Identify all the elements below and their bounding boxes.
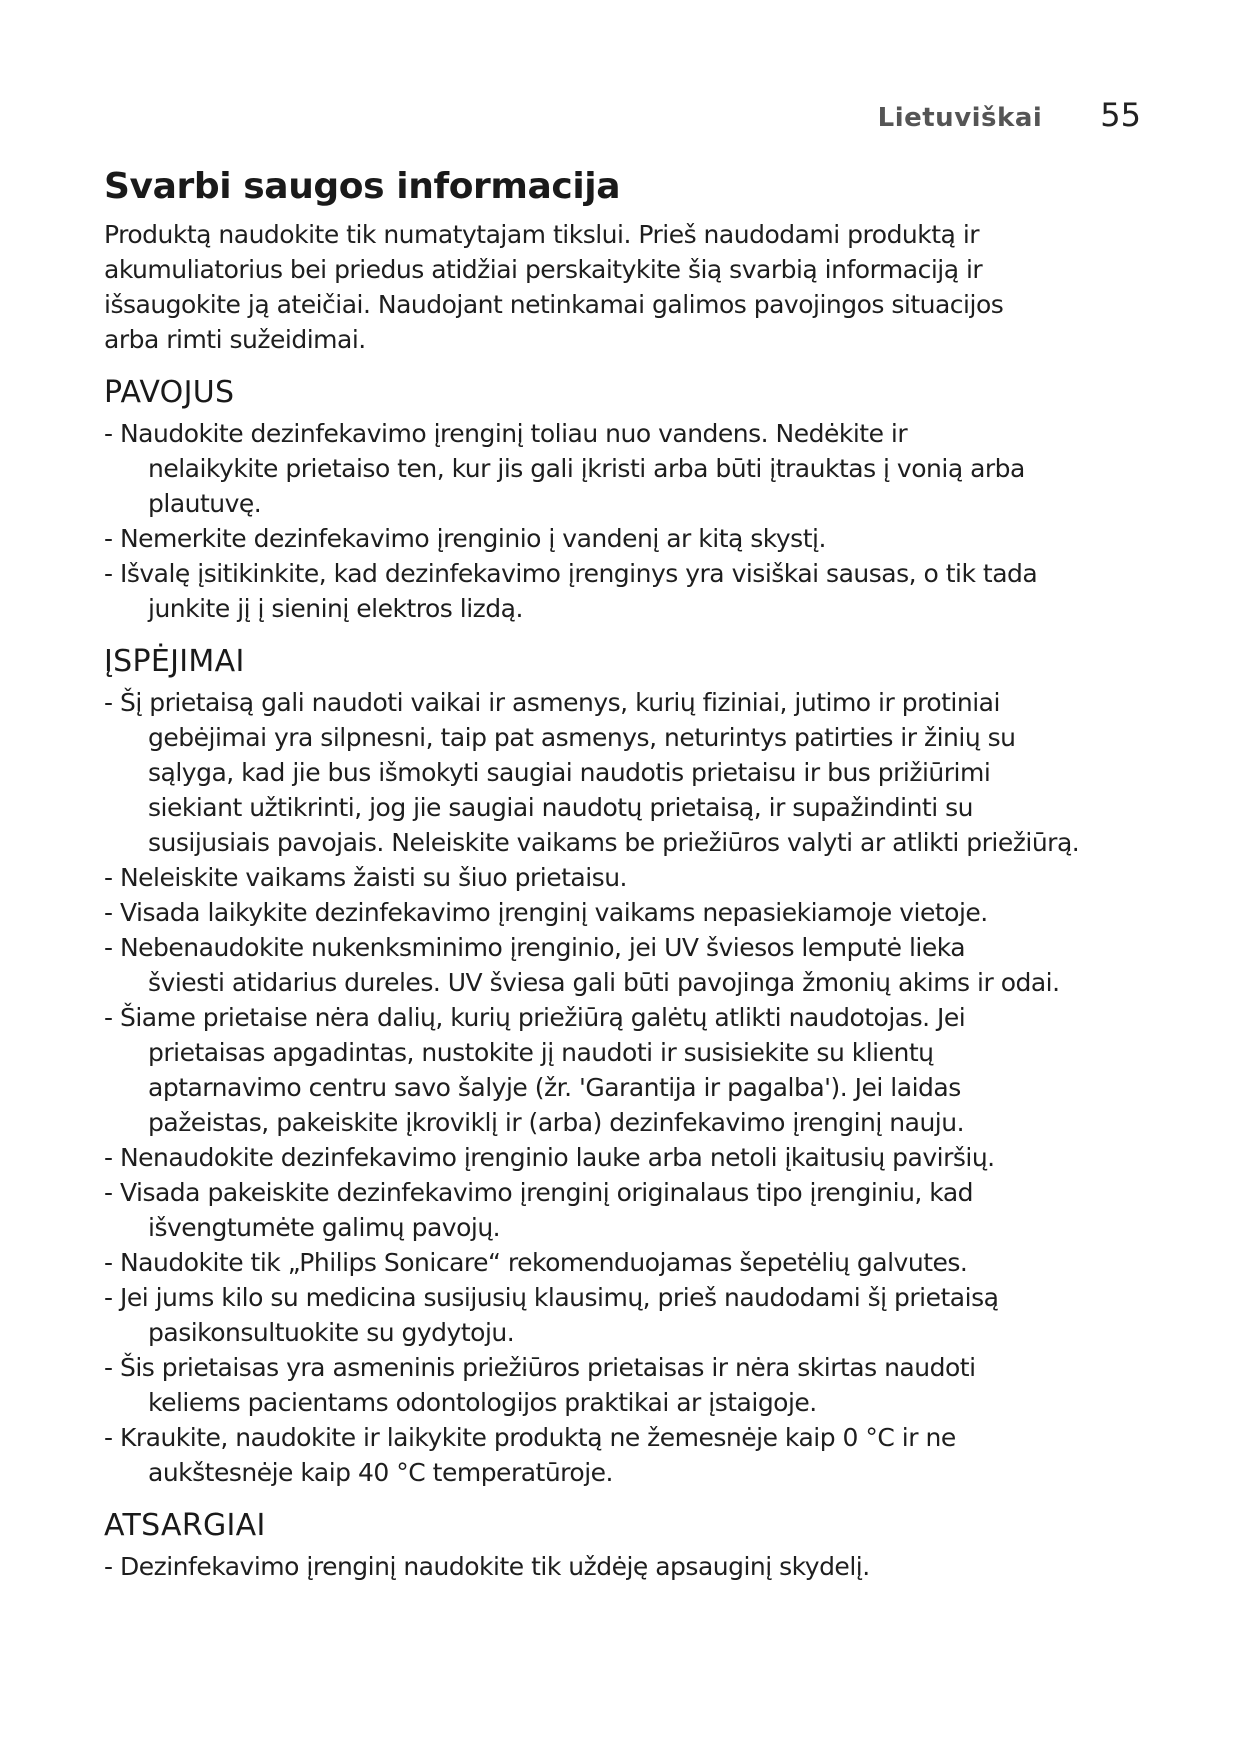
- intro-line: akumuliatorius bei priedus atidžiai perskaitykite šią svarbią informaciją ir: [104, 255, 983, 284]
- list-item: [104, 1245, 1164, 1280]
- list-item: [104, 416, 1164, 521]
- bullet-list: [104, 416, 1164, 626]
- list-item-line: junkite jį į sieninį elektros lizdą.: [148, 594, 523, 623]
- list-item-line: - Visada laikykite dezinfekavimo įrenginį vaikams nepasiekiamoje vietoje.: [104, 898, 988, 927]
- list-item: [104, 1549, 1164, 1584]
- list-item: [104, 930, 1164, 1000]
- list-item-line: sąlyga, kad jie bus išmokyti saugiai naudotis prietaisu ir bus prižiūrimi: [148, 758, 991, 787]
- list-item-line: siekiant užtikrinti, jog jie saugiai naudotų prietaisą, ir supažindinti su: [148, 793, 973, 822]
- list-item-line: - Nenaudokite dezinfekavimo įrenginio lauke arba netoli įkaitusių paviršių.: [104, 1143, 995, 1172]
- list-item-line: - Nemerkite dezinfekavimo įrenginio į vandenį ar kitą skystį.: [104, 524, 826, 553]
- section-heading: ATSARGIAI: [104, 1508, 266, 1543]
- list-item-line: - Šis prietaisas yra asmeninis priežiūros prietaisas ir nėra skirtas naudoti: [104, 1353, 976, 1382]
- bullet-list: [104, 685, 1164, 1490]
- list-item: [104, 860, 1164, 895]
- section-heading: ĮSPĖJIMAI: [104, 644, 245, 679]
- list-item-line: gebėjimai yra silpnesni, taip pat asmenys, neturintys patirties ir žinių su: [148, 723, 1016, 752]
- list-item-line: pasikonsultuokite su gydytoju.: [148, 1318, 515, 1347]
- list-item-line: - Šiame prietaise nėra dalių, kurių priežiūrą galėtų atlikti naudotojas. Jei: [104, 1003, 966, 1032]
- safety-sections: [104, 375, 1164, 1584]
- list-item-line: pažeistas, pakeiskite įkroviklį ir (arba) dezinfekavimo įrenginį nauju.: [148, 1108, 965, 1137]
- list-item: [104, 895, 1164, 930]
- list-item-line: nelaikykite prietaiso ten, kur jis gali įkristi arba būti įtrauktas į vonią arba: [148, 454, 1025, 483]
- list-item-line: - Jei jums kilo su medicina susijusių klausimų, prieš naudodami šį prietaisą: [104, 1283, 999, 1312]
- intro-paragraph: [104, 217, 1164, 357]
- list-item-line: - Visada pakeiskite dezinfekavimo įrenginį originalaus tipo įrenginiu, kad: [104, 1178, 974, 1207]
- list-item-line: keliems pacientams odontologijos praktikai ar įstaigoje.: [148, 1388, 817, 1417]
- bullet-list: [104, 1549, 1164, 1584]
- intro-line: išsaugokite ją ateičiai. Naudojant netinkamai galimos pavojingos situacijos: [104, 290, 1004, 319]
- list-item: [104, 1140, 1164, 1175]
- list-item-line: šviesti atidarius dureles. UV šviesa gali būti pavojinga žmonių akims ir odai.: [148, 968, 1060, 997]
- list-item-line: - Naudokite dezinfekavimo įrenginį toliau nuo vandens. Nedėkite ir: [104, 419, 908, 448]
- list-item-line: susijusiais pavojais. Neleiskite vaikams be priežiūros valyti ar atlikti priežiūrą.: [148, 828, 1080, 857]
- intro-line: Produktą naudokite tik numatytajam tikslui. Prieš naudodami produktą ir: [104, 220, 980, 249]
- list-item-line: - Išvalę įsitikinkite, kad dezinfekavimo įrenginys yra visiškai sausas, o tik tada: [104, 559, 1038, 588]
- list-item: [104, 1000, 1164, 1140]
- list-item: [104, 1280, 1164, 1350]
- list-item-line: - Kraukite, naudokite ir laikykite produktą ne žemesnėje kaip 0 °C ir ne: [104, 1423, 956, 1452]
- list-item-line: prietaisas apgadintas, nustokite jį naudoti ir susisiekite su klientų: [148, 1038, 934, 1067]
- list-item-line: - Neleiskite vaikams žaisti su šiuo prietaisu.: [104, 863, 627, 892]
- list-item: [104, 1175, 1164, 1245]
- list-item: [104, 1420, 1164, 1490]
- list-item: [104, 521, 1164, 556]
- list-item: [104, 556, 1164, 626]
- section-heading: PAVOJUS: [104, 375, 235, 410]
- language-label: Lietuviškai: [877, 103, 1043, 133]
- page-header: [878, 96, 1141, 134]
- list-item: [104, 685, 1164, 860]
- list-item: [104, 1350, 1164, 1420]
- list-item-line: plautuvę.: [148, 489, 262, 518]
- intro-line: arba rimti sužeidimai.: [104, 325, 366, 354]
- list-item-line: aptarnavimo centru savo šalyje (žr. 'Garantija ir pagalba'). Jei laidas: [148, 1073, 961, 1102]
- list-item-line: - Naudokite tik „Philips Sonicare“ rekomenduojamas šepetėlių galvutes.: [104, 1248, 968, 1277]
- page-number: 55: [1100, 96, 1141, 134]
- list-item-line: - Dezinfekavimo įrenginį naudokite tik uždėję apsauginį skydelį.: [104, 1552, 870, 1581]
- list-item-line: aukštesnėje kaip 40 °C temperatūroje.: [148, 1458, 613, 1487]
- page-title: Svarbi saugos informacija: [104, 166, 621, 207]
- list-item-line: - Nebenaudokite nukenksminimo įrenginio, jei UV šviesos lemputė lieka: [104, 933, 966, 962]
- document-body: [104, 166, 1164, 1584]
- list-item-line: - Šį prietaisą gali naudoti vaikai ir asmenys, kurių fiziniai, jutimo ir protiniai: [104, 688, 1000, 717]
- list-item-line: išvengtumėte galimų pavojų.: [148, 1213, 501, 1242]
